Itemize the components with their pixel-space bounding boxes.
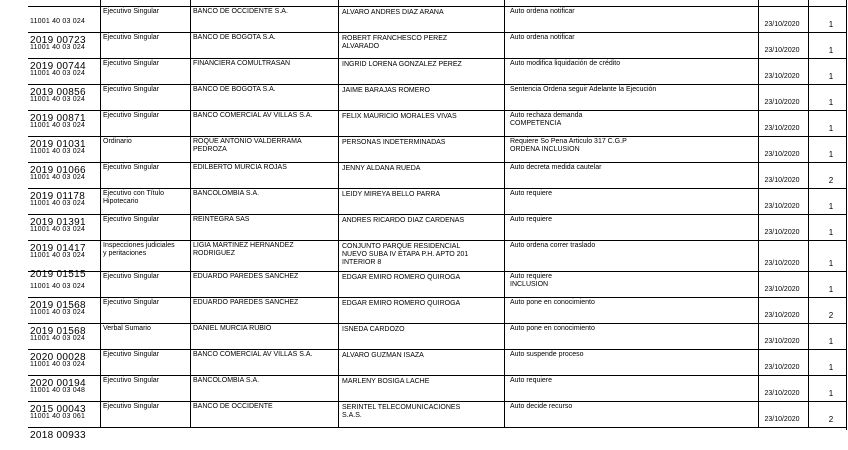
radicacion-code: 11001 40 03 024 bbox=[30, 96, 86, 103]
radicacion-number: 2019 00856 bbox=[30, 87, 86, 98]
demandante-cell: ROQUE ANTONIO VALDERRAMA PEDROZA bbox=[193, 138, 302, 153]
radicacion-number: 2019 01178 bbox=[30, 191, 86, 202]
demandante-cell: DANIEL MURCIA RUBIO bbox=[193, 325, 272, 332]
cuaderno-cell: 2 bbox=[828, 176, 834, 185]
demandante-cell: LIGIA MARTINEZ HERNANDEZ RODRIGUEZ bbox=[193, 242, 294, 257]
actuacion-cell: Requiere So Pena Articulo 317 C.G.P ORDENA INCLUSION bbox=[510, 138, 627, 153]
radicacion-code: 11001 40 03 024 bbox=[30, 226, 86, 233]
actuacion-cell: Auto pone en conocimiento bbox=[510, 325, 595, 332]
fecha-auto-cell: 23/10/2020 bbox=[764, 286, 800, 293]
radicacion-number: 2018 00933 bbox=[30, 430, 86, 441]
cuaderno-cell: 1 bbox=[828, 20, 834, 29]
radicacion-number: 2019 01515 bbox=[30, 269, 86, 280]
radicacion-number: 2015 00043 bbox=[30, 404, 86, 415]
demandante-cell: FINANCIERA COMULTRASAN bbox=[193, 60, 291, 67]
radicacion-number: 2019 00871 bbox=[30, 113, 86, 124]
demandante-cell: REINTEGRA SAS bbox=[193, 216, 250, 223]
demandado-cell: LEIDY MIREYA BELLO PARRA bbox=[342, 191, 441, 198]
fecha-auto-cell: 23/10/2020 bbox=[764, 338, 800, 345]
radicacion-number: 2019 01417 bbox=[30, 243, 86, 254]
header-strip bbox=[28, 0, 846, 7]
fecha-auto-cell: 23/10/2020 bbox=[764, 47, 800, 54]
radicacion-code: 11001 40 03 024 bbox=[30, 148, 86, 155]
cuaderno-cell: 1 bbox=[828, 124, 834, 133]
table-row bbox=[28, 402, 846, 441]
clase-proceso-cell: Ejecutivo Singular bbox=[103, 299, 160, 306]
cuaderno-cell: 1 bbox=[828, 150, 834, 159]
actuacion-cell: Auto requiere bbox=[510, 377, 553, 384]
demandado-cell: ROBERT FRANCHESCO PEREZ ALVARADO bbox=[342, 35, 448, 50]
fecha-auto-cell: 23/10/2020 bbox=[764, 312, 800, 319]
demandado-cell: ISNEDA CARDOZO bbox=[342, 326, 405, 333]
cuaderno-cell: 1 bbox=[828, 337, 834, 346]
demandante-cell: BANCO DE OCCIDENTE S.A. bbox=[193, 8, 288, 15]
radicacion-code: 11001 40 03 024 bbox=[30, 122, 86, 129]
fecha-auto-cell: 23/10/2020 bbox=[764, 21, 800, 28]
demandado-cell: JAIME BARAJAS ROMERO bbox=[342, 87, 430, 94]
radicacion-number: 2019 01568 bbox=[30, 300, 86, 311]
fecha-auto-cell: 23/10/2020 bbox=[764, 260, 800, 267]
actuacion-cell: Auto rechaza demanda COMPETENCIA bbox=[510, 112, 583, 127]
radicacion-number: 2019 00744 bbox=[30, 61, 86, 72]
radicacion-code: 11001 40 03 024 bbox=[30, 70, 86, 77]
fecha-auto-cell: 23/10/2020 bbox=[764, 203, 800, 210]
demandante-cell: BANCO COMERCIAL AV VILLAS S.A. bbox=[193, 112, 313, 119]
radicacion-code: 11001 40 03 024 bbox=[30, 18, 86, 25]
radicacion-code: 11001 40 03 024 bbox=[30, 361, 86, 368]
radicacion-number: 2019 01031 bbox=[30, 139, 86, 150]
radicacion-number: 2019 01066 bbox=[30, 165, 86, 176]
actuacion-cell: Auto requiere bbox=[510, 216, 553, 223]
demandante-cell: BANCO DE BOGOTA S.A. bbox=[193, 86, 276, 93]
fecha-auto-cell: 23/10/2020 bbox=[764, 229, 800, 236]
cuaderno-cell: 1 bbox=[828, 228, 834, 237]
radicacion-code: 11001 40 03 024 bbox=[30, 283, 86, 290]
clase-proceso-cell: Ejecutivo Singular bbox=[103, 164, 160, 171]
cuaderno-cell: 1 bbox=[828, 259, 834, 268]
radicacion-number: 2019 01568 bbox=[30, 326, 86, 337]
fecha-auto-cell: 23/10/2020 bbox=[764, 364, 800, 371]
cuaderno-cell: 1 bbox=[828, 285, 834, 294]
actuacion-cell: Auto requiere INCLUSION bbox=[510, 273, 553, 288]
demandado-cell: EDGAR EMIRO ROMERO QUIROGA bbox=[342, 300, 461, 307]
demandante-cell: BANCO DE BOGOTA S.A. bbox=[193, 34, 276, 41]
cuaderno-cell: 1 bbox=[828, 202, 834, 211]
demandante-cell: BANCO DE OCCIDENTE bbox=[193, 403, 273, 410]
radicacion-code: 11001 40 03 061 bbox=[30, 413, 86, 420]
radicacion-code: 11001 40 03 024 bbox=[30, 200, 86, 207]
radicacion-cell bbox=[30, 403, 86, 450]
cuaderno-cell: 1 bbox=[828, 363, 834, 372]
clase-proceso-cell: Ejecutivo Singular bbox=[103, 403, 160, 410]
cuaderno-cell: 1 bbox=[828, 98, 834, 107]
clase-proceso-cell: Ejecutivo Singular bbox=[103, 60, 160, 67]
clase-proceso-cell: Ejecutivo con Título Hipotecario bbox=[103, 190, 164, 205]
actuacion-cell: Auto decreta medida cautelar bbox=[510, 164, 602, 171]
cuaderno-cell: 2 bbox=[828, 311, 834, 320]
demandado-cell: ANDRES RICARDO DIAZ CARDENAS bbox=[342, 217, 465, 224]
radicacion-code: 11001 40 03 024 bbox=[30, 309, 86, 316]
clase-proceso-cell: Ejecutivo Singular bbox=[103, 112, 160, 119]
radicacion-code: 11001 40 03 024 bbox=[30, 174, 86, 181]
demandante-cell: EDUARDO PAREDES SANCHEZ bbox=[193, 273, 299, 280]
cuaderno-cell: 1 bbox=[828, 72, 834, 81]
demandado-cell: INGRID LORENA GONZALEZ PEREZ bbox=[342, 61, 462, 68]
demandado-cell: ALVARO ANDRES DIAZ ARANA bbox=[342, 9, 444, 16]
demandado-cell: EDGAR EMIRO ROMERO QUIROGA bbox=[342, 274, 461, 281]
demandante-cell: BANCOLOMBIA S.A. bbox=[193, 377, 260, 384]
clase-proceso-cell: Ejecutivo Singular bbox=[103, 86, 160, 93]
clase-proceso-cell: Ejecutivo Singular bbox=[103, 273, 160, 280]
clase-proceso-cell: Verbal Sumario bbox=[103, 325, 151, 332]
clase-proceso-cell: Ejecutivo Singular bbox=[103, 351, 160, 358]
demandado-cell: FELIX MAURICIO MORALES VIVAS bbox=[342, 113, 457, 120]
clase-proceso-cell: Ejecutivo Singular bbox=[103, 34, 160, 41]
radicacion-code: 11001 40 03 024 bbox=[30, 335, 86, 342]
actuacion-cell: Auto ordena correr traslado bbox=[510, 242, 596, 249]
table-body bbox=[28, 7, 846, 441]
cuaderno-cell: 2 bbox=[828, 415, 834, 424]
demandado-cell: MARLENY BOSIGA LACHE bbox=[342, 378, 430, 385]
clase-proceso-cell: Ejecutivo Singular bbox=[103, 216, 160, 223]
radicacion-number: 2020 00028 bbox=[30, 352, 86, 363]
actuacion-cell: Auto suspende proceso bbox=[510, 351, 584, 358]
estados-table bbox=[28, 0, 846, 441]
radicacion-code: 11001 40 03 048 bbox=[30, 387, 86, 394]
fecha-auto-cell: 23/10/2020 bbox=[764, 390, 800, 397]
fecha-auto-cell: 23/10/2020 bbox=[764, 151, 800, 158]
radicacion-number: 2019 00723 bbox=[30, 35, 86, 46]
cuaderno-cell: 1 bbox=[828, 46, 834, 55]
actuacion-cell: Auto ordena notificar bbox=[510, 34, 575, 41]
demandante-cell: EDILBERTO MURCIA ROJAS bbox=[193, 164, 287, 171]
demandado-cell: ALVARO GUZMAN ISAZA bbox=[342, 352, 424, 359]
radicacion-code: 11001 40 03 024 bbox=[30, 252, 86, 259]
demandante-cell: EDUARDO PAREDES SANCHEZ bbox=[193, 299, 299, 306]
header-fecha-label bbox=[773, 0, 792, 1]
demandante-cell: BANCOLOMBIA S.A. bbox=[193, 190, 260, 197]
clase-proceso-cell: Ordinario bbox=[103, 138, 132, 145]
actuacion-cell: Sentencia Ordena seguir Adelante la Ejecución bbox=[510, 86, 657, 93]
radicacion-number: 2019 01391 bbox=[30, 217, 86, 228]
fecha-auto-cell: 23/10/2020 bbox=[764, 73, 800, 80]
demandado-cell: PERSONAS INDETERMINADAS bbox=[342, 139, 446, 146]
fecha-auto-cell: 23/10/2020 bbox=[764, 177, 800, 184]
clase-proceso-cell: Ejecutivo Singular bbox=[103, 377, 160, 384]
actuacion-cell: Auto pone en conocimiento bbox=[510, 299, 595, 306]
fecha-auto-cell: 23/10/2020 bbox=[764, 125, 800, 132]
radicacion-number: 2020 00194 bbox=[30, 378, 86, 389]
demandante-cell: BANCO COMERCIAL AV VILLAS S.A. bbox=[193, 351, 313, 358]
clase-proceso-cell: Inspecciones judiciales y peritaciones bbox=[103, 242, 175, 257]
actuacion-cell: Auto modifica liquidación de crédito bbox=[510, 60, 621, 67]
demandado-cell: CONJUNTO PARQUE RESIDENCIAL NUEVO SUBA IV ETAPA P.H. APTO 201 INTERIOR 8 bbox=[342, 243, 469, 266]
radicacion-code: 11001 40 03 024 bbox=[30, 44, 86, 51]
actuacion-cell: Auto ordena notificar bbox=[510, 8, 575, 15]
actuacion-cell: Auto decide recurso bbox=[510, 403, 573, 410]
fecha-auto-cell: 23/10/2020 bbox=[764, 416, 800, 423]
demandado-cell: JENNY ALDANA RUEDA bbox=[342, 165, 421, 172]
cuaderno-cell: 1 bbox=[828, 389, 834, 398]
actuacion-cell: Auto requiere bbox=[510, 190, 553, 197]
demandado-cell: SERINTEL TELECOMUNICACIONES S.A.S. bbox=[342, 404, 461, 419]
clase-proceso-cell: Ejecutivo Singular bbox=[103, 8, 160, 15]
fecha-auto-cell: 23/10/2020 bbox=[764, 99, 800, 106]
table-right-border bbox=[846, 0, 847, 430]
